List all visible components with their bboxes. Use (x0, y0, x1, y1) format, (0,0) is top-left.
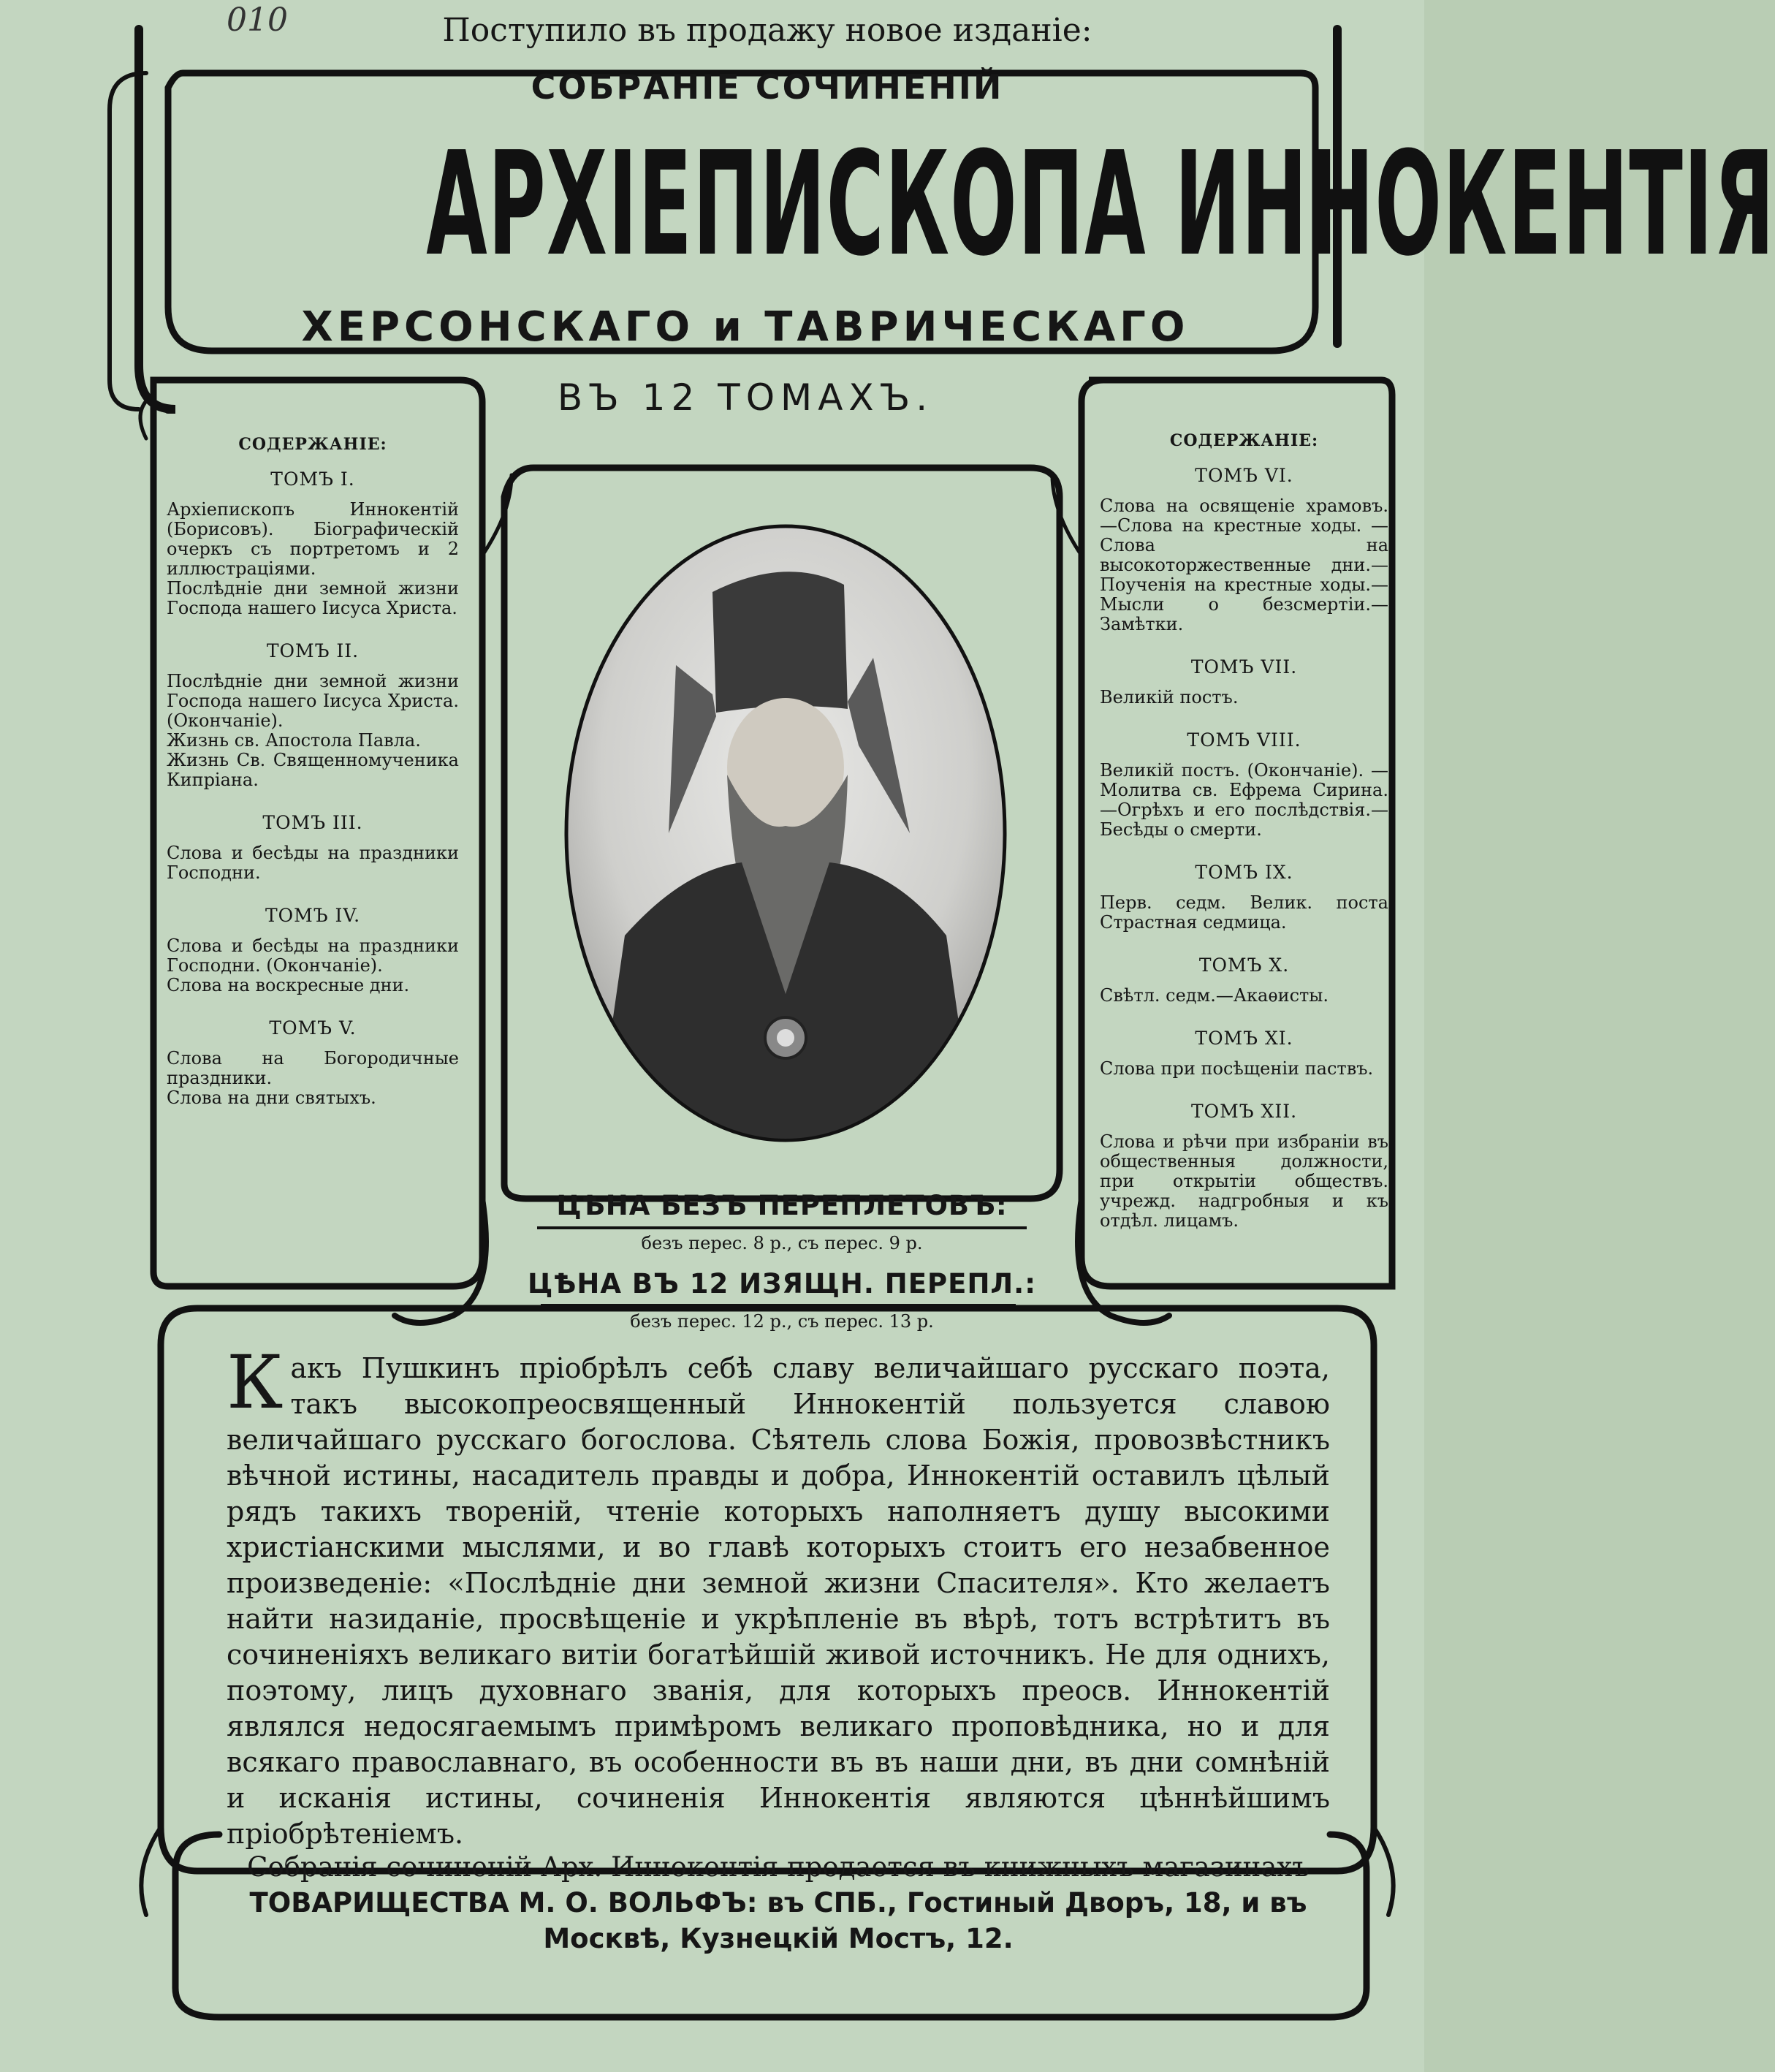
vol-4-item-1: Слова и бесѣды на праздники Господни. (Окончаніе). (167, 936, 459, 976)
corner-note: 010 (227, 1, 288, 39)
drop-cap: К (227, 1340, 284, 1425)
vol-5-item-2: Слова на дни святыхъ. (167, 1088, 376, 1108)
vol-7-item-1: Великій постъ. (1100, 687, 1239, 707)
description-paragraph (227, 1340, 1330, 1852)
vol-7-title: ТОМЪ VII. (1190, 656, 1298, 678)
vol-2-title: ТОМЪ II. (266, 640, 360, 661)
price-unbound-detail: безъ перес. 8 р., съ перес. 9 р. (641, 1233, 923, 1253)
vol-11-item-1: Слова при посѣщеніи паствъ. (1100, 1058, 1374, 1079)
vol-9-title: ТОМЪ IX. (1195, 862, 1293, 883)
vol-1-title: ТОМЪ I. (270, 468, 355, 490)
subtitle: ХЕРСОНСКАГО и ТАВРИЧЕСКАГО (301, 303, 1190, 351)
portrait-image (566, 526, 1005, 1140)
vol-4-item-2: Слова на воскресные дни. (167, 975, 410, 995)
vol-2-item-1: Послѣдніе дни земной жизни Господа нашего Іисуса Христа. (Окончаніе). (167, 671, 459, 731)
vol-10-item-1: Свѣтл. седм.—Акаѳисты. (1100, 985, 1329, 1006)
left-contents (167, 435, 459, 1108)
title-wrap (168, 121, 1775, 292)
price-bound-title: ЦѢНА ВЪ 12 ИЗЯЩН. ПЕРЕПЛ.: (528, 1268, 1036, 1299)
footer-store-address: ТОВАРИЩЕСТВА М. О. ВОЛЬФЪ: въ СПБ., Гостиный Дворъ, 18, и въ Москвѣ, Кузнецкій Мостъ, 12. (249, 1887, 1307, 1954)
footer-sales-info (234, 1849, 1323, 1957)
vol-2-item-3: Жизнь Св. Священномученика Кипріана. (167, 750, 459, 790)
vol-3-item-1: Слова и бесѣды на праздники Господни. (167, 843, 459, 883)
vol-9-item-1: Перв. седм. Велик. поста Страстная седмица. (1100, 892, 1388, 933)
vol-6-item-1: Слова на освященіе храмовъ.—Слова на крестные ходы. — Слова на высокоторжественные дни.—Поученія на крестные ходы.—Мысли о безсмертіи.—Замѣтки. (1100, 496, 1388, 634)
vol-5-item-1: Слова на Богородичные праздники. (167, 1048, 459, 1088)
vol-4-title: ТОМЪ IV. (265, 905, 361, 926)
vol-1-item-1: Архіепископъ Иннокентій (Борисовъ). Біографическій очеркъ съ портретомъ и 2 иллюстраціями. (167, 499, 459, 579)
header-collection: СОБРАНІЕ СОЧИНЕНІЙ (531, 67, 1004, 107)
right-contents-heading: СОДЕРЖАНІЕ: (1169, 431, 1319, 450)
vol-1-item-2: Послѣдніе дни земной жизни Господа нашего Іисуса Христа. (167, 578, 459, 618)
vol-3-title: ТОМЪ III. (262, 812, 363, 833)
right-contents (1100, 431, 1388, 1231)
vol-12-item-1: Слова и рѣчи при избраніи въ общественныя должности, при открытіи обществъ. учрежд. надгробныя и къ отдѣл. лицамъ. (1100, 1131, 1388, 1231)
vol-5-title: ТОМЪ V. (269, 1017, 357, 1039)
vol-8-item-1: Великій постъ. (Окончаніе). — Молитва св. Ефрема Сирина.—Огрѣхъ и его послѣдствія.—Бесѣды о смерти. (1100, 760, 1388, 840)
volume-count: ВЪ 12 ТОМАХЪ. (557, 376, 934, 419)
footer-sales-text: Собранія сочиненій Арх. Иннокентія продается въ книжныхъ магазинахъ (247, 1851, 1310, 1883)
price-unbound-title: ЦѢНА БЕЗЪ ПЕРЕПЛЕТОВЪ: (556, 1190, 1008, 1221)
vol-10-title: ТОМЪ X. (1198, 955, 1290, 976)
vol-2-item-2: Жизнь св. Апостола Павла. (167, 730, 421, 751)
description-text: акъ Пушкинъ пріобрѣлъ себѣ славу величайшаго русскаго поэта, такъ высокопреосвященный Иннокентій пользуется славою величайшаго русскаго богослова. Сѣятель слова Божія, провозвѣстникъ вѣчной истины, насадитель правды и добра, Иннокентій оставилъ цѣлый рядъ такихъ твореній, чтеніе которыхъ наполняетъ душу высокими христіанскими мыслями, и во главѣ которыхъ стоитъ его незабвенное произведеніе: «Послѣдніе дни земной жизни Спасителя». Кто желаетъ найти назиданіе, просвѣщеніе и укрѣпленіе въ вѣрѣ, тотъ встрѣтитъ въ сочиненіяхъ великаго витіи богатѣйшій живой источникъ. Не для однихъ, поэтому, лицъ духовнаго званія, для которыхъ преосв. Иннокентій являлся недосягаемымъ примѣромъ великаго проповѣдника, но и для всякаго православнаго, въ особенности въ въ наши дни, въ дни сомнѣній и исканія истины, сочиненія Иннокентія являются цѣннѣйшимъ пріобрѣтеніемъ. (227, 1352, 1330, 1850)
price-bound-detail: безъ перес. 12 р., съ перес. 13 р. (630, 1311, 934, 1332)
vol-12-title: ТОМЪ XII. (1190, 1101, 1298, 1122)
vol-8-title: ТОМЪ VIII. (1187, 729, 1301, 751)
vol-11-title: ТОМЪ XI. (1195, 1028, 1293, 1049)
vol-6-title: ТОМЪ VI. (1195, 465, 1293, 486)
header-announcement: Поступило въ продажу новое изданіе: (442, 12, 1092, 49)
left-contents-heading: СОДЕРЖАНІЕ: (238, 435, 387, 454)
main-title: АРХІЕПИСКОПА ИННОКЕНТІЯ (426, 121, 1775, 288)
